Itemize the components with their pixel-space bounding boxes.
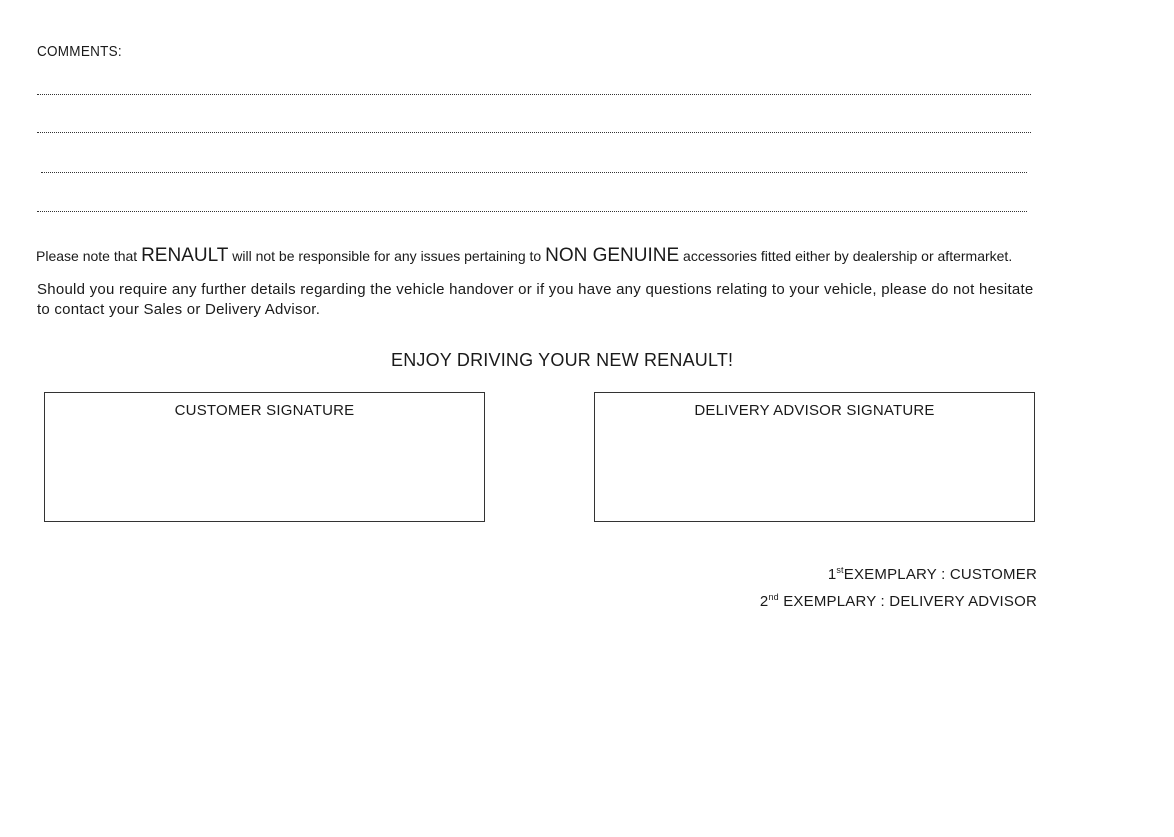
second-exemplary <box>760 593 1037 610</box>
first-exemplary-num: 1 <box>827 566 837 583</box>
customer-signature-label: CUSTOMER SIGNATURE <box>174 402 355 419</box>
advisor-signature-label: DELIVERY ADVISOR SIGNATURE <box>694 402 935 419</box>
contact-paragraph: Should you require any further details regarding the vehicle handover or if you have any questions relating to your vehicle, please do not hesitate to contact your Sales or Delivery Advisor. <box>37 281 1034 318</box>
first-exemplary <box>828 566 1037 583</box>
disclaimer-text <box>36 245 1012 267</box>
advisor-signature-box[interactable] <box>594 392 1035 522</box>
disclaimer-part-2: will not be responsible for any issues pertaining to <box>228 248 546 264</box>
customer-signature-box[interactable] <box>44 392 485 522</box>
comment-line-3[interactable] <box>41 172 1027 173</box>
disclaimer-part-1: Please note that <box>36 248 142 264</box>
comment-line-4[interactable] <box>37 211 1027 212</box>
non-genuine-highlight: NON GENUINE <box>545 245 680 266</box>
comments-label: COMMENTS: <box>37 43 122 60</box>
second-exemplary-text: EXEMPLARY : DELIVERY ADVISOR <box>778 593 1037 610</box>
first-exemplary-sup: st <box>836 565 844 575</box>
second-exemplary-sup: nd <box>768 592 779 602</box>
comment-line-2[interactable] <box>37 132 1031 133</box>
disclaimer-part-3: accessories fitted either by dealership or aftermarket. <box>679 248 1013 264</box>
comment-line-1[interactable] <box>37 94 1031 95</box>
first-exemplary-text: EXEMPLARY : CUSTOMER <box>843 566 1037 583</box>
second-exemplary-num: 2 <box>759 593 769 610</box>
brand-name: RENAULT <box>141 245 229 266</box>
closing-message: ENJOY DRIVING YOUR NEW RENAULT! <box>391 350 734 370</box>
